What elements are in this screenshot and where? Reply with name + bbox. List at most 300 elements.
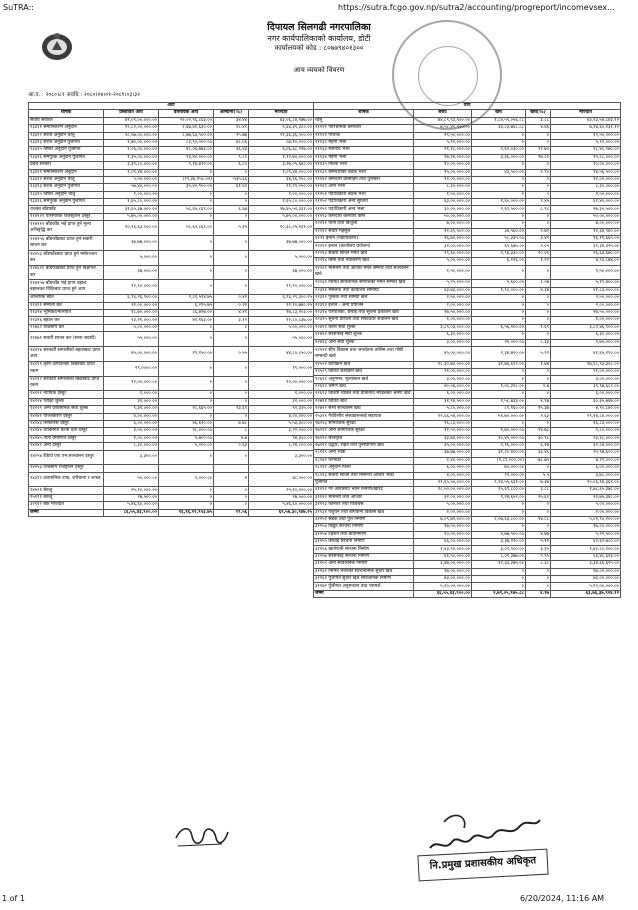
column-header: खर्च(%) (526, 110, 551, 117)
planned-amount: ८,३०,०००.०० (104, 443, 159, 450)
planned-amount: ५,००,०००.०० (414, 502, 472, 509)
row-heading: २७२१२ छात्रवृत्ति (314, 435, 414, 442)
percentage: ० (214, 236, 249, 251)
row-heading: ३११५९ अन्य सार्वजनिक निर्माण (314, 561, 414, 568)
percentage: ४.९७ (526, 398, 551, 405)
balance-amount: १०,३८,०५,१३१.०० (249, 221, 314, 236)
row-heading: १३३११ समानिकरण अनुदान (29, 169, 104, 176)
percentage: ४८.०६ (214, 139, 249, 146)
table-row (29, 302, 314, 309)
row-heading: २११२१ पोशाक (314, 132, 414, 139)
percentage: १.७४ (526, 361, 551, 368)
actual-amount: ० (472, 221, 526, 228)
balance-amount: २२,१०,७४०.२५ (249, 302, 314, 309)
percentage: ० (526, 369, 551, 376)
planned-amount: ४५,००,०००.०० (414, 346, 472, 361)
percentage: -५३५.६६ (214, 176, 249, 183)
actual-amount: ० (159, 213, 214, 220)
percentage: २३.६९ (214, 406, 249, 413)
planned-amount: १८,३०,७०,०००.०० (414, 361, 472, 368)
report-title: आय व्ययको विवरण (293, 66, 345, 74)
balance-amount: १७,००,०००.०० (551, 568, 621, 575)
actual-amount: ० (472, 176, 526, 183)
row-heading: १३३१३ सशर्त अनुदान पुँजीगत (29, 184, 104, 191)
table-row (314, 191, 621, 198)
percentage: ० (526, 139, 551, 146)
actual-amount: ० (159, 280, 214, 295)
planned-amount: २,००,०००.०० (414, 302, 472, 309)
actual-amount: ३३,८३,७६८.८८ (472, 125, 526, 132)
row-heading: ११४११२ बाँडफाँड भई प्राप्त हुने मूल्य अभिवृद्धि कर (29, 221, 104, 236)
planned-amount: ११,५०,०००.०० (414, 428, 472, 435)
page-url: https://sutra.fcgo.gov.np/sutra2/accounting/progreport/incomevsex... (338, 3, 615, 12)
actual-amount: १,९०,०००.०० (472, 287, 526, 294)
planned-amount: ६,००,०००.०० (414, 465, 472, 472)
actual-amount: ० (159, 169, 214, 176)
actual-amount: ८३,९०,०००.०० (159, 139, 214, 146)
actual-amount: ३१,७६,६९२.०० (472, 361, 526, 368)
table-row (29, 346, 314, 361)
planned-amount: ३२,००,०००.०० (414, 243, 472, 250)
balance-amount: २७,५००.०० (249, 494, 314, 501)
column-header: मौज्दात (551, 110, 621, 117)
balance-amount: ४,००,०००.०० (249, 413, 314, 420)
planned-amount: १३,२१,०००.०० (104, 317, 159, 324)
table-row (29, 310, 314, 317)
row-heading: चालु (314, 117, 414, 124)
percentage: ० (214, 169, 249, 176)
percentage: ० (214, 494, 249, 501)
planned-amount (104, 465, 159, 472)
balance-amount: १२,००,०००.०० (551, 176, 621, 183)
planned-amount: ३७,०००.०० (104, 265, 159, 280)
actual-amount: १,८४,५९,०५६.८८ (472, 117, 526, 124)
planned-amount: ६६,५५,४३,९००.०० (414, 590, 472, 597)
percentage: ० (526, 502, 551, 509)
balance-amount: ६१,४०,०००.०० (551, 199, 621, 206)
actual-amount: २,९६,३३०.०० (472, 250, 526, 257)
row-heading: २८२११ अनुदान फिर्ता (314, 465, 414, 472)
balance-amount: १२,९०,०००.०० (249, 280, 314, 295)
percentage (214, 465, 249, 472)
actual-amount: १,०८,३१८.०० (472, 383, 526, 390)
column-header: मौज्दात (249, 110, 314, 117)
percentage: २.०५ (526, 243, 551, 250)
balance-amount: ३,३००.०० (249, 450, 314, 465)
row-heading: २२४१३ अन्य सेवा शुल्क (314, 339, 414, 346)
table-row (314, 406, 621, 413)
balance-amount: ३४,९६,१५८.०० (249, 176, 314, 183)
actual-amount: १६,९६,१२,९५३.७५ (159, 509, 214, 516)
table-row (314, 494, 621, 501)
balance-amount: ३०,३५,७६७.०० (551, 398, 621, 405)
balance-amount: ३७,७७,०००.०० (249, 236, 314, 251)
balance-amount: १२,८०,८३७.०० (249, 317, 314, 324)
percentage: ४.३४ (526, 287, 551, 294)
percentage: ३.८८ (526, 487, 551, 494)
actual-amount: १९,१५०.०० (159, 346, 214, 361)
percentage: ३.३५ (526, 546, 551, 553)
actual-amount: ३,३६,०००.०० (472, 154, 526, 161)
planned-amount: ३,३००.०० (104, 450, 159, 465)
percentage: ० (214, 391, 249, 398)
actual-amount: ३,०९,९००.०० (472, 546, 526, 553)
actual-amount: ८,०१,३७७.०० (472, 553, 526, 560)
percentage: ५.११ (526, 539, 551, 546)
planned-amount: १,५०,०००.०० (414, 191, 472, 198)
expense-table (313, 102, 621, 598)
row-heading: २११३३ स्थानीय भत्ता (314, 147, 414, 154)
balance-amount: २७,३०,५००.०० (551, 206, 621, 213)
planned-amount: ३,००,०००.०० (414, 376, 472, 383)
percentage: ० (214, 250, 249, 265)
percentage: ० (526, 132, 551, 139)
income-table (28, 102, 314, 517)
balance-amount: ४,९०,८४०.०० (551, 406, 621, 413)
percentage: २५.६२ (526, 494, 551, 501)
actual-amount: ० (472, 369, 526, 376)
actual-amount: ० (472, 332, 526, 339)
table-row (314, 502, 621, 509)
balance-amount: ४३,०६,८४,१७७.०० (249, 117, 314, 124)
table-row (29, 502, 314, 509)
planned-amount: ५,५०,०००.०० (104, 176, 159, 183)
row-heading: १३३१३ सशर्त अनुदान पुँजीगत (29, 139, 104, 146)
row-heading: ३११६१ पुँजीगत सुधार खर्च सार्वजनिक निर्माण (314, 576, 414, 583)
planned-amount: १९,००००.०० (104, 361, 159, 376)
row-heading: २२३१५ सूचना प्रणाली तथा सफ्टवेयर संचालन खर्च (314, 317, 414, 324)
table-row (314, 221, 621, 228)
actual-amount: १०,४५,०००.०० (472, 435, 526, 442)
percentage: ३४.४४ (214, 117, 249, 124)
planned-amount: ५,२५,०००.०० (414, 280, 472, 287)
table-row (314, 479, 621, 486)
table-row (314, 265, 621, 280)
table-row (29, 494, 314, 501)
percentage: १८.४२ (214, 125, 249, 132)
actual-amount: ५८,३३५.०० (472, 236, 526, 243)
planned-amount: ३,८९,०३,०००.०० (414, 324, 472, 331)
table-row (314, 139, 621, 146)
percentage: ३६.४३ (214, 147, 249, 154)
percentage: ३०.९८ (526, 435, 551, 442)
planned-amount: ५,२०,००,०००.०० (414, 583, 472, 590)
table-row (314, 324, 621, 331)
balance-amount: ९,६४,३९,३८०.०० (249, 125, 314, 132)
table-row (29, 206, 314, 213)
planned-amount: २९,६०,०००.०० (414, 250, 472, 257)
row-heading: १३३१६ समपुरक अनुदान पुँजीगत (29, 154, 104, 161)
planned-amount: १०,००,०००.०० (414, 162, 472, 169)
planned-amount: ३,३९,८०,०००.०० (104, 162, 159, 169)
actual-amount: २,८१,५९४.७५ (159, 295, 214, 302)
actual-amount: ९,२४,६५२.०० (472, 494, 526, 501)
row-heading: २७२१३ सामाजिक सुरक्षा (314, 420, 414, 427)
balance-amount: ५,४६,६०,०००.०० (249, 502, 314, 509)
row-heading: ३११३१ पशुधन तथा बागवानी विकास खर्च (314, 509, 414, 516)
balance-amount: ४३,१३,५४,८४३.१२ (551, 117, 621, 124)
row-heading: ३११११ गैर आवासीय भवन निर्माण/खरिद (314, 487, 414, 494)
balance-amount: १८,४८,९७०.०० (551, 147, 621, 154)
planned-amount: ५,८०,०००.०० (414, 406, 472, 413)
actual-amount: ३१,२०,४००.०० (472, 450, 526, 457)
balance-amount: १७,९८,९३,३०८.०० (551, 361, 621, 368)
row-heading: राजस्व बाँडफाँड (29, 206, 104, 213)
table-row (29, 125, 314, 132)
planned-amount: ३७,७७,०००.०० (104, 236, 159, 251)
signature-mark (172, 822, 232, 852)
row-heading: २२४११ करार सेवा शुल्क (314, 324, 414, 331)
planned-amount: ५,७५,००,०००.०० (104, 213, 159, 220)
percentage: ३.१२ (214, 317, 249, 324)
row-heading: ३२११२ बैंक मौज्दात (29, 502, 104, 509)
planned-amount: १६,७०,०००.०० (414, 236, 472, 243)
planned-amount: १७,००,०००.०० (414, 524, 472, 531)
balance-amount: ७३,००,०००.०० (551, 576, 621, 583)
actual-amount: ० (472, 391, 526, 398)
balance-amount: ८,२४,८००.०० (249, 443, 314, 450)
table-row (314, 576, 621, 583)
planned-amount: ६६,००,०००.०० (414, 539, 472, 546)
planned-amount: ६,३०,०००.०० (414, 332, 472, 339)
balance-amount: १,००,०००.०० (551, 317, 621, 324)
percentage: ० (526, 191, 551, 198)
row-heading: १४२५३ व्यवसाय रजिष्ट्रेशन दस्तुर (29, 465, 104, 472)
table-row (29, 132, 314, 139)
table-row (314, 568, 621, 575)
table-row (29, 391, 314, 398)
actual-amount: ० (472, 139, 526, 146)
table-row (29, 413, 314, 420)
row-heading: १३३१२ सशर्त अनुदान चालु (29, 132, 104, 139)
actual-amount: ० (159, 236, 214, 251)
row-heading: २८१४२ घरभाडा (314, 457, 414, 464)
row-heading: आन्तरिक स्रोत (29, 295, 104, 302)
balance-amount: ५,२०,००,०००.०० (551, 583, 621, 590)
actual-amount: ० (472, 376, 526, 383)
balance-amount: ४८,०००.०० (249, 472, 314, 487)
table-row (314, 524, 621, 531)
row-heading: २२११२ संचार महसुल (314, 228, 414, 235)
percentage: ०.२२ (214, 302, 249, 309)
table-row (29, 199, 314, 206)
planned-amount: ७३,००,०००.०० (414, 576, 472, 583)
table-row (314, 317, 621, 324)
table-row (314, 561, 621, 568)
balance-amount: ५,००,०००.०० (551, 502, 621, 509)
row-heading: १४२१४ सरकारी सम्पत्तीको बहालबाट प्राप्त आय (29, 346, 104, 361)
planned-amount: ३२,०००.०० (104, 398, 159, 405)
row-heading: २११३९ कर्मचारीको बैठक भत्ता (314, 169, 414, 176)
actual-amount: ० (472, 213, 526, 220)
row-heading: २२५११ सीप विकास तथा जनचेतना तालिम तथा गोष्ठी सम्बन्धी खर्च (314, 346, 414, 361)
table-row (29, 435, 314, 442)
actual-amount: ० (472, 302, 526, 309)
balance-amount: ३७,०००.०० (249, 265, 314, 280)
balance-amount: ६,३०,०००.०० (551, 332, 621, 339)
balance-amount: २२,७५,३४८.०० (551, 494, 621, 501)
table-row (29, 280, 314, 295)
row-heading: २२२१४ बिमा तथा नवीकरण खर्च (314, 258, 414, 265)
planned-amount: ५,००,०००.०० (414, 258, 472, 265)
section-title-row (29, 103, 314, 110)
row-heading: २११५१ पदाधिकारी बैठक भत्ता (314, 191, 414, 198)
balance-amount: १,०९,४४,०००.०० (249, 169, 314, 176)
planned-amount: १२,००,०००.०० (414, 176, 472, 183)
planned-amount: १६,८३,०००.०० (414, 420, 472, 427)
table-row (29, 176, 314, 183)
planned-amount: ३,४७,००,०००.०० (414, 561, 472, 568)
percentage: ४.४६ (526, 125, 551, 132)
percentage: ८.९८ (526, 206, 551, 213)
table-row (314, 376, 621, 383)
actual-amount: २,६९,०३०.०० (472, 147, 526, 154)
percentage: ० (526, 583, 551, 590)
balance-amount: ३,२७,०५,६४८.०० (249, 162, 314, 169)
planned-amount: ६,००,०००.०० (104, 420, 159, 427)
row-heading: २७२११ अन्य सामाजिक सुरक्षा (314, 428, 414, 435)
planned-amount: ५०,०००.०० (104, 472, 159, 487)
row-heading: २५३११ गैरवित्तीय संस्थाहरूलाई सहायता (314, 413, 414, 420)
percentage: ० (526, 568, 551, 575)
table-row (314, 553, 621, 560)
balance-amount: २५,९७,६००.०० (551, 450, 621, 457)
actual-amount: ० (472, 583, 526, 590)
table-row (314, 443, 621, 450)
actual-amount: ० (159, 376, 214, 391)
percentage: ० (526, 376, 551, 383)
actual-amount: ० (159, 502, 214, 509)
row-heading: २२६११ अनुगमन, मूल्यांकन खर्च (314, 376, 414, 383)
row-heading: ११४६२१ बाँडफाँडबाट प्राप्त हुने विज्ञापन कर (29, 265, 104, 280)
balance-amount: ७,००,०००.०० (551, 221, 621, 228)
balance-amount: १,७८,६५,३७८.०० (551, 487, 621, 494)
actual-amount: ६५,६७५.०० (472, 243, 526, 250)
planned-amount: १९,८२,००,०००.०० (104, 125, 159, 132)
balance-amount: ४,२९,०००.०० (551, 457, 621, 464)
actual-amount: ० (472, 317, 526, 324)
table-row (314, 184, 621, 191)
row-heading: २२३११ मसलन्द तथा कार्यालय सामाग्री (314, 287, 414, 294)
row-heading: ३११५६ खानेपानी संरचना निर्माण (314, 546, 414, 553)
table-row (29, 376, 314, 391)
actual-amount: १,५८,७३३.०० (472, 398, 526, 405)
actual-amount: ३४,५६०.०० (472, 228, 526, 235)
balance-amount: १,५०,०००.०० (551, 265, 621, 280)
row-heading: २८२१३ सवारी साधन तथा मेसिनरी औजार भाडा (314, 472, 414, 479)
planned-amount: १५,००,०००.०० (414, 169, 472, 176)
row-heading: १३३१५ विषेश अनुदान चालु (29, 191, 104, 198)
percentage: ३.४९ (526, 236, 551, 243)
table-row (29, 324, 314, 331)
percentage: १५.३७ (526, 406, 551, 413)
percentage: ० (214, 265, 249, 280)
balance-amount: ५,५३,३८०.०० (249, 420, 314, 427)
planned-amount: १,४३,९०,०००.०० (414, 546, 472, 553)
row-heading: ११४६२ व्यवसाय कर (29, 324, 104, 331)
percentage: ४.१७ (526, 590, 551, 597)
percentage: ० (526, 420, 551, 427)
actual-amount: ९,१४,७९२.०० (159, 162, 214, 169)
percentage: ० (214, 191, 249, 198)
column-header: बजेट (414, 110, 472, 117)
percentage: ३३.४६ (526, 450, 551, 457)
row-heading: १४१५३ बाँडफाँडबाट प्राप्त हुने मनोरञ्जन कर (29, 250, 104, 265)
actual-amount: ४३,५००.०० (472, 169, 526, 176)
actual-amount: २८,०००.०० (159, 428, 214, 435)
percentage: १.०७ (526, 280, 551, 287)
percentage: १.२२ (526, 258, 551, 265)
planned-amount: ३१,६५,३७,०००.०० (104, 206, 159, 213)
balance-amount: ५,१९,४००.०० (551, 280, 621, 287)
balance-amount: ३२,८४,०००.०० (551, 443, 621, 450)
percentage: ० (214, 361, 249, 376)
planned-amount: १०,९६,६३,०००.०० (104, 221, 159, 236)
actual-amount: ० (472, 132, 526, 139)
row-heading: १४३१२ प्रशासनिक दण्ड, जरिवाना र जफत (29, 472, 104, 487)
percentage: ७.७८ (214, 420, 249, 427)
row-heading: १३३१५ विषेश अनुदान पुँजीगत (29, 147, 104, 154)
balance-amount: ५,०१,९०,२००.०० (551, 516, 621, 523)
actual-amount: ६,१२६.०० (472, 258, 526, 265)
balance-amount: १७,००,०००.०० (551, 524, 621, 531)
actual-amount: ० (159, 494, 214, 501)
table-row (314, 472, 621, 479)
actual-amount: ० (159, 265, 214, 280)
actual-amount: २,१६,०००.०० (472, 443, 526, 450)
percentage: ० (526, 576, 551, 583)
actual-amount: ४६,६२०.०० (159, 420, 214, 427)
page-title-text: SuTRA:: (3, 3, 34, 12)
table-row (314, 206, 621, 213)
balance-amount: ६,००,०००.०० (551, 465, 621, 472)
table-row (314, 236, 621, 243)
table-row (29, 147, 314, 154)
table-row (29, 184, 314, 191)
balance-amount: ६,९६,२९,३००.२५ (249, 295, 314, 302)
row-heading: १४२२४ परीक्षा शुल्क (29, 398, 104, 405)
row-heading: २२२२१ मेसिनरी तथा औजार मर्मत सम्भार तथा सञ्चालन खर्च (314, 265, 414, 280)
actual-amount: ० (159, 413, 214, 420)
balance-amount: ६९,५७,३०,९४७.२५ (249, 509, 314, 516)
table-row (29, 117, 314, 124)
planned-amount: ७,५८,४९,९००.०० (414, 125, 472, 132)
row-heading: जम्मा (29, 509, 104, 516)
table-row (314, 332, 621, 339)
row-heading: १३३१६ समपुरक अनुदान पुँजीगत (29, 199, 104, 206)
actual-amount: ० (472, 265, 526, 280)
table-row (314, 391, 621, 398)
balance-amount: २१,३६,३६,५००.०० (249, 132, 314, 139)
planned-amount: १७,२४,०००.०० (414, 154, 472, 161)
actual-amount: १,६०,०००.०० (472, 199, 526, 206)
planned-amount: १२,९०,०००.०० (104, 280, 159, 295)
percentage: ० (526, 162, 551, 169)
balance-amount: २,००,०००.०० (551, 302, 621, 309)
actual-amount: २२,०२,९६,८६३.०० (159, 117, 214, 124)
planned-amount: ५०,००,०००.०० (414, 213, 472, 220)
balance-amount: ५,००,०००.०० (249, 324, 314, 331)
balance-amount: १,००,०००.०० (249, 191, 314, 198)
planned-amount: २८,५७,००,०००.०० (104, 132, 159, 139)
planned-amount: ३,००,०००.०० (414, 339, 472, 346)
row-heading: २११४२ कर्मचारी प्रोत्साहन तथा पुरस्कार (314, 176, 414, 183)
percentage: ० (214, 413, 249, 420)
balance-amount: ३१,३४,३२५.०० (551, 243, 621, 250)
percentage: ६१.६९ (214, 184, 249, 191)
planned-amount: ३५,००,०००.०० (414, 443, 472, 450)
table-row (314, 309, 621, 316)
